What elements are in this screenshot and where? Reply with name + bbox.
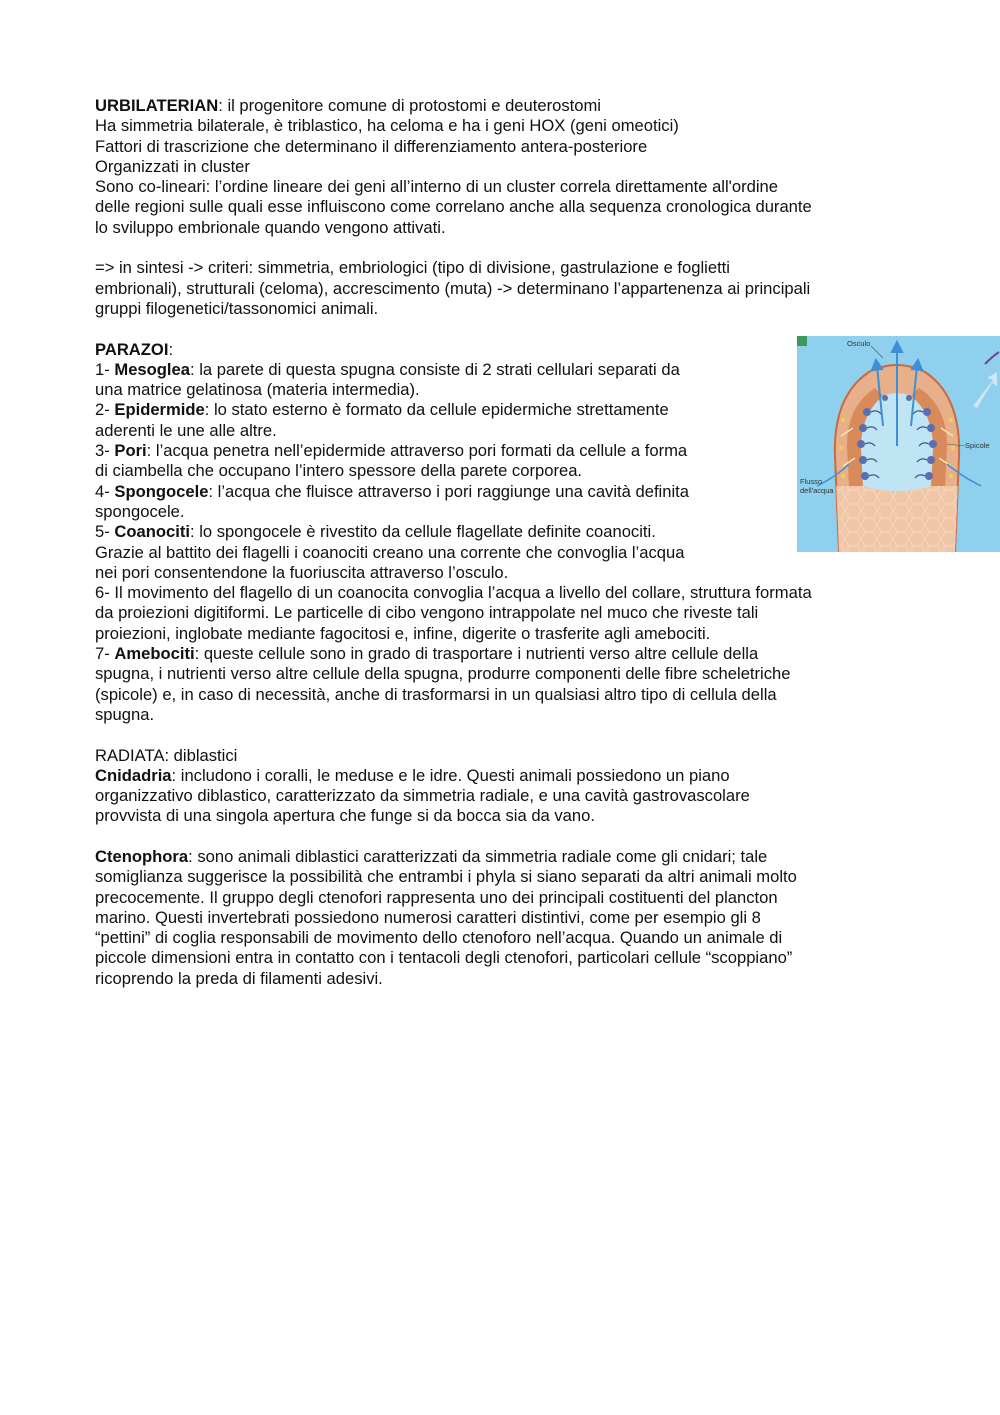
parazoi-item-4-cont: spongocele.	[95, 501, 185, 521]
urbilaterian-intro: URBILATERIAN: il progenitore comune di protostomi e deuterostomi	[95, 96, 601, 115]
parazoi-item-7-cont: spugna.	[95, 704, 155, 724]
parazoi-item-6-cont: proiezioni, inglobate mediante fagocitosi e, infine, digerite o trasferite agli amebociti.	[95, 623, 711, 643]
ctenophora-line: Ctenophora: sono animali diblastici caratterizzati da simmetria radiale come gli cnidari; tale	[95, 846, 768, 866]
ctenophora-line: piccole dimensioni entra in contatto con i tentacoli degli ctenofori, particolari cellule “scoppiano”	[95, 948, 793, 968]
ctenophora-line: “pettini” di coglia responsabili de movimento dello ctenoforo nell’acqua. Quando un animale di	[95, 928, 783, 948]
parazoi-item-5-cont: nei pori consentendone la fuoriuscita attraverso l’osculo.	[95, 562, 509, 582]
document-body	[95, 96, 910, 989]
sintesi-line: embrionali), strutturali (celoma), accrescimento (muta) -> determinano l’appartenenza ai principali	[95, 278, 811, 298]
urbilaterian-line: Organizzati in cluster	[95, 156, 250, 176]
parazoi-heading: PARAZOI:	[95, 339, 174, 359]
cnidaria-line: organizzativo diblastico, caratterizzato da simmetria radiale, e una cavità gastrovascolare	[95, 786, 750, 806]
urbilaterian-line: lo sviluppo embrionale quando vengono attivati.	[95, 217, 446, 237]
sintesi-line: => in sintesi -> criteri: simmetria, embriologici (tipo di divisione, gastrulazione e foglietti	[95, 258, 730, 278]
parazoi-item-2: 2- Epidermide: lo stato esterno è formato da cellule epidermiche strettamente	[95, 400, 669, 420]
label-osculo: Osculo	[847, 339, 871, 348]
parazoi-item-7-cont: spugna, i nutrienti verso altre cellule della spugna, produrre componenti delle fibre scheletriche	[95, 664, 791, 684]
parazoi-item-5: 5- Coanociti: lo spongocele è rivestito da cellule flagellate definite coanociti.	[95, 522, 656, 542]
parazoi-item-6-cont: da proiezioni digitiformi. Le particelle di cibo vengono intrappolate nel muco che riveste tali	[95, 603, 759, 623]
cnidaria-line: Cnidadria: includono i coralli, le meduse e le idre. Questi animali possiedono un piano	[95, 765, 730, 785]
label-spicole: Spicole	[965, 441, 990, 450]
urbilaterian-line: Sono co-lineari: l’ordine lineare dei geni all’interno di un cluster correla direttamente all'ordine	[95, 177, 778, 197]
parazoi-item-6: 6- Il movimento del flagello di un coanocita convoglia l’acqua a livello del collare, struttura formata	[95, 583, 812, 603]
sponge-diagram	[797, 336, 1000, 552]
parazoi-item-5-cont: Grazie al battito dei flagelli i coanociti creano una corrente che convoglia l’acqua	[95, 542, 685, 562]
sintesi-line: gruppi filogenetici/tassonomici animali.	[95, 298, 379, 318]
parazoi-item-4: 4- Spongocele: l’acqua che fluisce attraverso i pori raggiunge una cavità definita	[95, 481, 690, 501]
parazoi-item-7-cont: (spicole) e, in caso di necessità, anche di trasformarsi in un qualsiasi altro tipo di cellula della	[95, 684, 777, 704]
label-dellacqua: dell'acqua	[800, 486, 834, 495]
urbilaterian-line: Ha simmetria bilaterale, è triblastico, ha celoma e ha i geni HOX (geni omeotici)	[95, 116, 679, 136]
term-urbilaterian: URBILATERIAN	[95, 96, 219, 115]
radiata-heading: RADIATA: diblastici	[95, 745, 238, 765]
parazoi-item-3: 3- Pori: l’acqua penetra nell’epidermide attraverso pori formati da cellule a forma	[95, 441, 688, 461]
urbilaterian-line: Fattori di trascrizione che determinano il differenziamento antera-posteriore	[95, 136, 648, 156]
ctenophora-line: somiglianza suggerisce la possibilità che entrambi i phyla si siano separati da altri animali molto	[95, 867, 797, 887]
ctenophora-line: precocemente. Il gruppo degli ctenofori rappresenta uno dei principali costituenti del plancton	[95, 887, 778, 907]
ctenophora-line: marino. Questi invertebrati possiedono numerosi caratteri distintivi, come per esempio gli 8	[95, 907, 761, 927]
cnidaria-line: provvista di una singola apertura che funge si da bocca sia da vano.	[95, 806, 595, 826]
ctenophora-line: ricoprendo la preda di filamenti adesivi.	[95, 968, 383, 988]
parazoi-item-1-cont: una matrice gelatinosa (materia intermedia).	[95, 380, 420, 400]
parazoi-item-7: 7- Amebociti: queste cellule sono in grado di trasportare i nutrienti verso altre cellule della	[95, 644, 759, 664]
label-flusso: Flusso	[800, 477, 823, 486]
parazoi-item-2-cont: aderenti le une alle altre.	[95, 420, 277, 440]
parazoi-item-1: 1- Mesoglea: la parete di questa spugna consiste di 2 strati cellulari separati da	[95, 359, 680, 379]
urbilaterian-line: delle regioni sulle quali esse influiscono come correlano anche alla sequenza cronologica durante	[95, 197, 812, 217]
parazoi-item-3-cont: di ciambella che occupano l’intero spessore della parete corporea.	[95, 461, 583, 481]
